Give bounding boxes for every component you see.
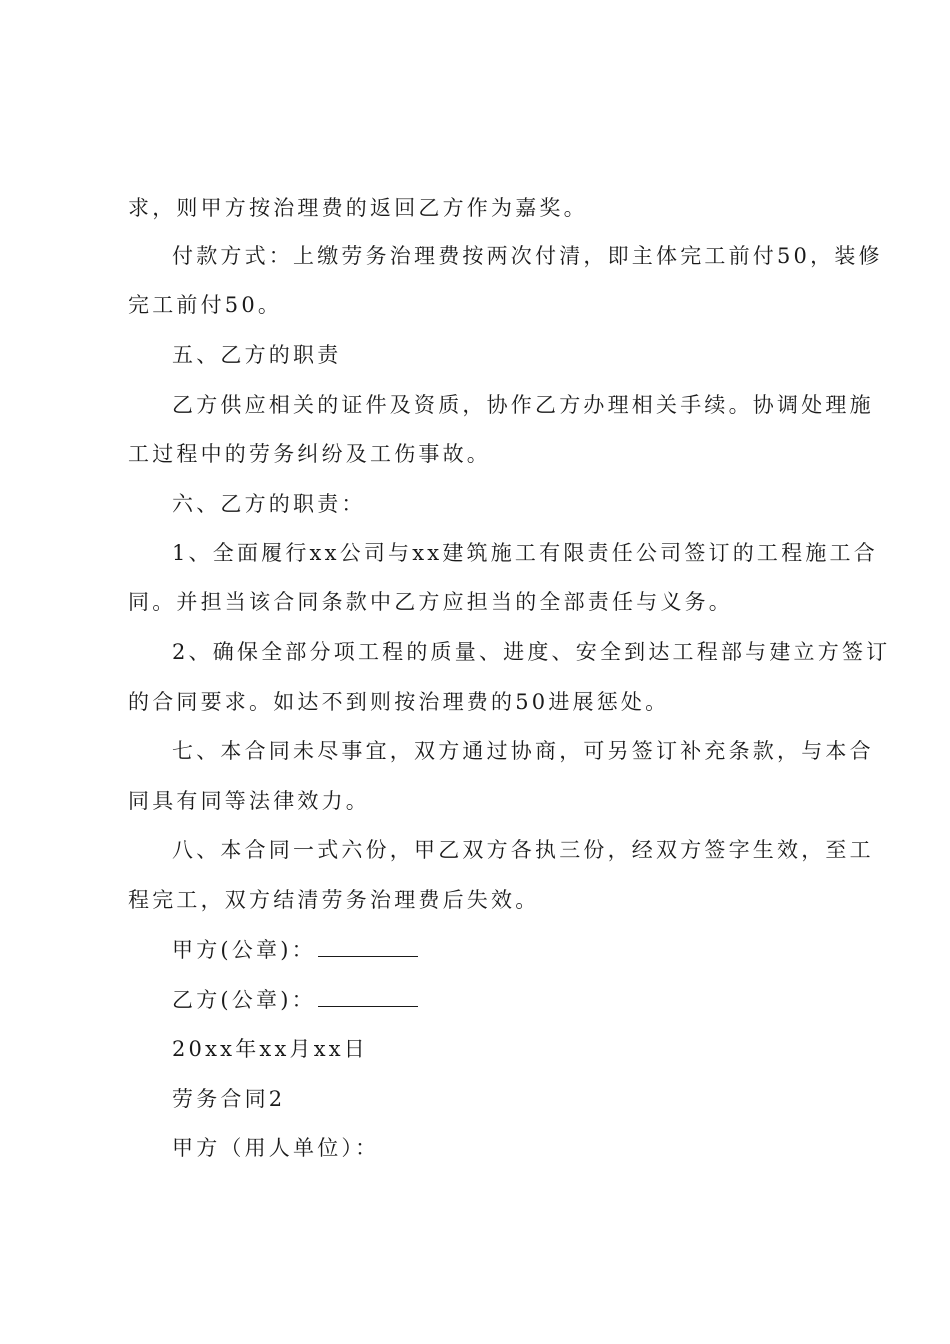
signature-party-b <box>172 985 848 1015</box>
signature-blank-line <box>318 936 418 957</box>
contract-date: 20xx年xx月xx日 <box>172 1037 368 1061</box>
signature-party-a-label: 甲方(公章)： <box>172 938 316 962</box>
paragraph-line: 求，则甲方按治理费的返回乙方作为嘉奖。 <box>128 196 588 220</box>
paragraph-line: 八、本合同一式六份，甲乙双方各执三份，经双方签字生效，至工 <box>172 838 874 862</box>
paragraph-line: 同。并担当该合同条款中乙方应担当的全部责任与义务。 <box>128 590 733 614</box>
paragraph-line: 工过程中的劳务纠纷及工伤事故。 <box>128 442 491 466</box>
paragraph-line: 完工前付50。 <box>128 293 283 317</box>
paragraph-line: 乙方供应相关的证件及资质，协作乙方办理相关手续。协调处理施 <box>172 393 874 417</box>
section-heading: 五、乙方的职责 <box>172 343 342 367</box>
signature-party-b-label: 乙方(公章)： <box>172 988 316 1012</box>
paragraph-line: 的合同要求。如达不到则按治理费的50进展惩处。 <box>128 690 670 714</box>
employer-label: 甲方（用人单位）： <box>172 1136 380 1160</box>
paragraph-line: 1、全面履行xx公司与xx建筑施工有限责任公司签订的工程施工合 <box>172 541 878 565</box>
signature-party-a <box>172 935 848 965</box>
signature-blank-line <box>318 986 418 1007</box>
next-contract-title: 劳务合同2 <box>172 1087 286 1111</box>
paragraph-line: 七、本合同未尽事宜，双方通过协商，可另签订补充条款，与本合 <box>172 739 874 763</box>
paragraph-line: 2、确保全部分项工程的质量、进度、安全到达工程部与建立方签订 <box>172 640 891 664</box>
paragraph-line: 程完工，双方结清劳务治理费后失效。 <box>128 888 540 912</box>
paragraph-line: 付款方式：上缴劳务治理费按两次付清，即主体完工前付50，装修 <box>172 244 883 268</box>
paragraph-line: 同具有同等法律效力。 <box>128 789 370 813</box>
section-heading: 六、乙方的职责： <box>172 492 366 516</box>
